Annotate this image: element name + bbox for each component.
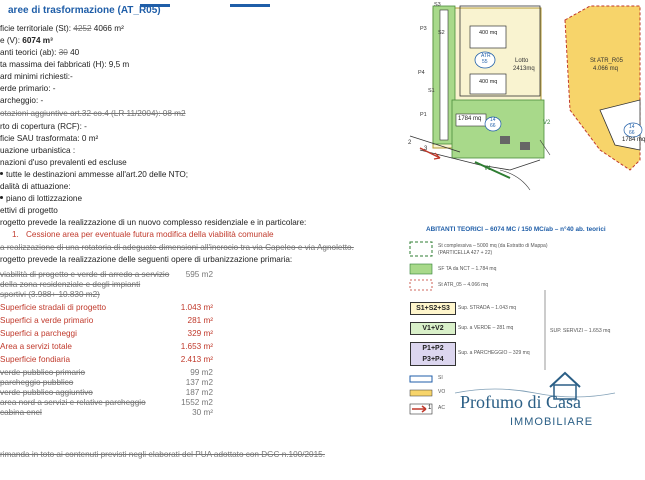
abitanti-label: anti teorici (ab): [0, 48, 59, 57]
legend-badge-strade: S1+S2+S3 [410, 302, 456, 315]
table-row [0, 355, 215, 365]
legend-badge-verde: V1+V2 [410, 322, 456, 335]
legend-b3a: P1+P2 [422, 345, 444, 352]
line-item-1 [12, 230, 274, 240]
line-volume [0, 36, 53, 46]
legend-st-atr-swatch [410, 280, 432, 290]
table-row [0, 329, 215, 339]
table-row [0, 408, 215, 418]
legend-st-complessiva-swatch [410, 242, 432, 256]
table-row [0, 280, 215, 290]
map-label-66: 66 [490, 123, 496, 129]
map-label-14b: 14 [629, 124, 635, 130]
map-label-p3: P3 [420, 26, 427, 32]
legend-si-swatch [410, 376, 432, 382]
line-rotatoria: a realizzazione di una rotatoria di adeguate dimensioni all'incrocio tra via Capeleo e via Agnoletto. [0, 243, 354, 252]
map-label-400a: 400 mq [479, 30, 498, 36]
table-row [0, 342, 215, 352]
volume-value: 6074 m³ [22, 36, 53, 45]
table-row [0, 378, 215, 388]
table-row-value: 137 m2 [185, 378, 213, 387]
map-label-lotto: Lotto [515, 58, 529, 64]
table-row-label: area nord a servizi e relative parcheggio [0, 398, 146, 407]
table-row-label: verde pubblico aggiuntivo [0, 388, 93, 397]
legend-arrow-num: 1 [428, 405, 432, 411]
map-label-st-area: 4.066 mq [593, 66, 619, 72]
map-label-s1: S1 [428, 88, 435, 94]
map-label-2: 2 [408, 140, 412, 146]
watermark-sub: IMMOBILIARE [510, 416, 594, 428]
table-row-value: 2.413 m² [180, 355, 213, 364]
line-modalita: dalità di attuazione: [0, 182, 71, 191]
line-urbanistica: uazione urbanistica : [0, 146, 76, 155]
table-row-value: 1.043 m² [180, 303, 213, 312]
table-row-value: 30 m² [192, 408, 213, 417]
red-arrow-line [420, 148, 440, 158]
piano-text: piano di lottizzazione [6, 194, 83, 203]
st-new-value: 4066 m² [93, 24, 124, 33]
line-piano [0, 194, 82, 204]
map-label-14: 14 [490, 117, 496, 123]
line-sau: ficie SAU trasformata: 0 m² [0, 134, 99, 143]
map-label-s3: S3 [434, 2, 441, 8]
table-row-value: 329 m² [187, 329, 213, 338]
legend-b3-text: Sup. a PARCHEGGIO – 329 mq [458, 350, 530, 356]
line-standard: ard minimi richiesti:- [0, 72, 73, 81]
section-title: aree di trasformazione (AT_R05) [8, 5, 161, 16]
table-row-value: 595 m2 [185, 270, 213, 279]
table-row [0, 398, 215, 408]
line-footnote: rimanda in toto ai contenuti previsti negli elaborati del PUA adottato con DGC n.100/2015. [0, 450, 325, 459]
line-progetto-1: rogetto prevede la realizzazione di un nuovo complesso residenziale e in particolare: [0, 218, 307, 227]
road-outer [500, 170, 530, 190]
line-altezza: ta massima dei fabbricati (H): 9,5 m [0, 60, 130, 69]
map-label-400b: 400 mq [479, 79, 498, 85]
legend-title: ABITANTI TEORICI – 6074 MC / 150 MC/ab – n°40 ab. teorici [426, 226, 606, 233]
table-row-label: Area a servizi totale [0, 342, 72, 351]
table-row-label: Superfici a parcheggi [0, 329, 77, 338]
map-label-s2: S2 [438, 30, 445, 36]
legend-b2-text: Sup. a VERDE – 281 mq [458, 325, 514, 331]
table-row-value: 187 m2 [185, 388, 213, 397]
legend-servizi: SUP. SERVIZI – 1.653 mq [550, 328, 611, 334]
table-row-label: sportivi (3.988+ 10.830 m2) [0, 290, 100, 299]
map-label-st-atr: St ATR_R05 [590, 58, 623, 64]
table-row-label: verde pubblico primario [0, 368, 86, 377]
line-copertura: rto di copertura (RCF): - [0, 122, 87, 131]
table-row-label: viabilità di progetto e verde di arredo a servizio [0, 270, 170, 279]
table-row-value: 281 m² [187, 316, 213, 325]
volume-label: e (V): [0, 36, 23, 45]
line-dotazioni: otazioni aggiuntive art.32 co.4 (LR 11/2004): 08 m2 [0, 109, 186, 118]
line-st [0, 24, 124, 34]
abitanti-old: 30 [58, 48, 68, 57]
map-label-atr-num: 55 [482, 59, 488, 65]
table-row-label: Superfici a verde primario [0, 316, 94, 325]
legend-l1: St complessiva – 5000 mq (da Estratto di Mappa) [438, 243, 548, 249]
line-parcheggio: archeggio: - [0, 96, 44, 105]
v1-strip [475, 162, 510, 178]
table-row-label: Superficie stradali di progetto [0, 303, 107, 312]
legend-vo: VO [438, 389, 446, 395]
line-progetto-2: rogetto prevede la realizzazione delle seguenti opere di urbanizzazione primaria: [0, 255, 293, 264]
legend-l3: St ATR_05 – 4.066 mq [438, 282, 489, 288]
map-label-p1: P1 [420, 112, 427, 118]
map-label-v2: V2 [543, 120, 551, 126]
line-obiettivi: ettivi di progetto [0, 206, 58, 215]
legend-vo-swatch [410, 390, 432, 396]
bullet-icon [0, 196, 3, 199]
map-label-1784b: 1784 mq [622, 137, 645, 143]
legend-l2: SF TA da NCT – 1.784 mq [438, 266, 497, 272]
small-building-b [520, 142, 530, 150]
legend-b1-text: Sup. STRADA – 1.043 mq [458, 305, 517, 311]
map-label-p4: P4 [418, 70, 425, 76]
map-label-lotto-area: 2413mq [513, 66, 535, 72]
line-verde: erde primario: - [0, 84, 56, 93]
table-row-label: della zona residenziale e degli impianti [0, 280, 141, 289]
item-1-text: Cessione area per eventuale futura modifica della viabilità comunale [26, 230, 274, 239]
map-label-atr: ATR [481, 53, 491, 59]
table-row-value: 99 m2 [190, 368, 213, 377]
legend-si: SI [438, 375, 443, 381]
table-row-label: cabina enel [0, 408, 42, 417]
legend-l1b: (PARTICELLA 427 + 22) [438, 250, 493, 256]
map-label-v1: V1 [484, 166, 492, 172]
abitanti-new: 40 [70, 48, 80, 57]
map-label-66b: 66 [629, 130, 635, 136]
watermark-brand: Profumo di Casa [460, 392, 581, 412]
line-abitanti [0, 48, 79, 58]
bullet-icon [0, 172, 3, 175]
small-building-a [500, 136, 510, 144]
legend-sf-swatch [410, 264, 432, 274]
legend-badge-parcheggi [410, 342, 456, 366]
table-row-value: 1552 m2 [181, 398, 213, 407]
table-row [0, 316, 215, 326]
st-label: ficie territoriale (St): [0, 24, 71, 33]
line-destinazioni: nazioni d'uso prevalenti ed escluse [0, 158, 127, 167]
table-row [0, 388, 215, 398]
map-label-3: 3 [424, 146, 428, 152]
table-row-value: 1.653 m² [180, 342, 213, 351]
table-row [0, 270, 215, 280]
st-old-value: 4252 [73, 24, 92, 33]
map-label-1784: 1784 mq [458, 116, 482, 122]
item-1-number: 1. [12, 230, 19, 239]
table-row [0, 303, 215, 313]
table-row-label: Superficie fondiaria [0, 355, 71, 364]
tutte-text: tutte le destinazioni ammesse all'art.20 delle NTO; [6, 170, 189, 179]
table-row [0, 290, 215, 300]
line-tutte [0, 170, 188, 180]
legend-ac: AC [438, 405, 445, 411]
table-row [0, 368, 215, 378]
legend-b3b: P3+P4 [422, 356, 444, 363]
table-row-label: parcheggio pubblico [0, 378, 74, 387]
